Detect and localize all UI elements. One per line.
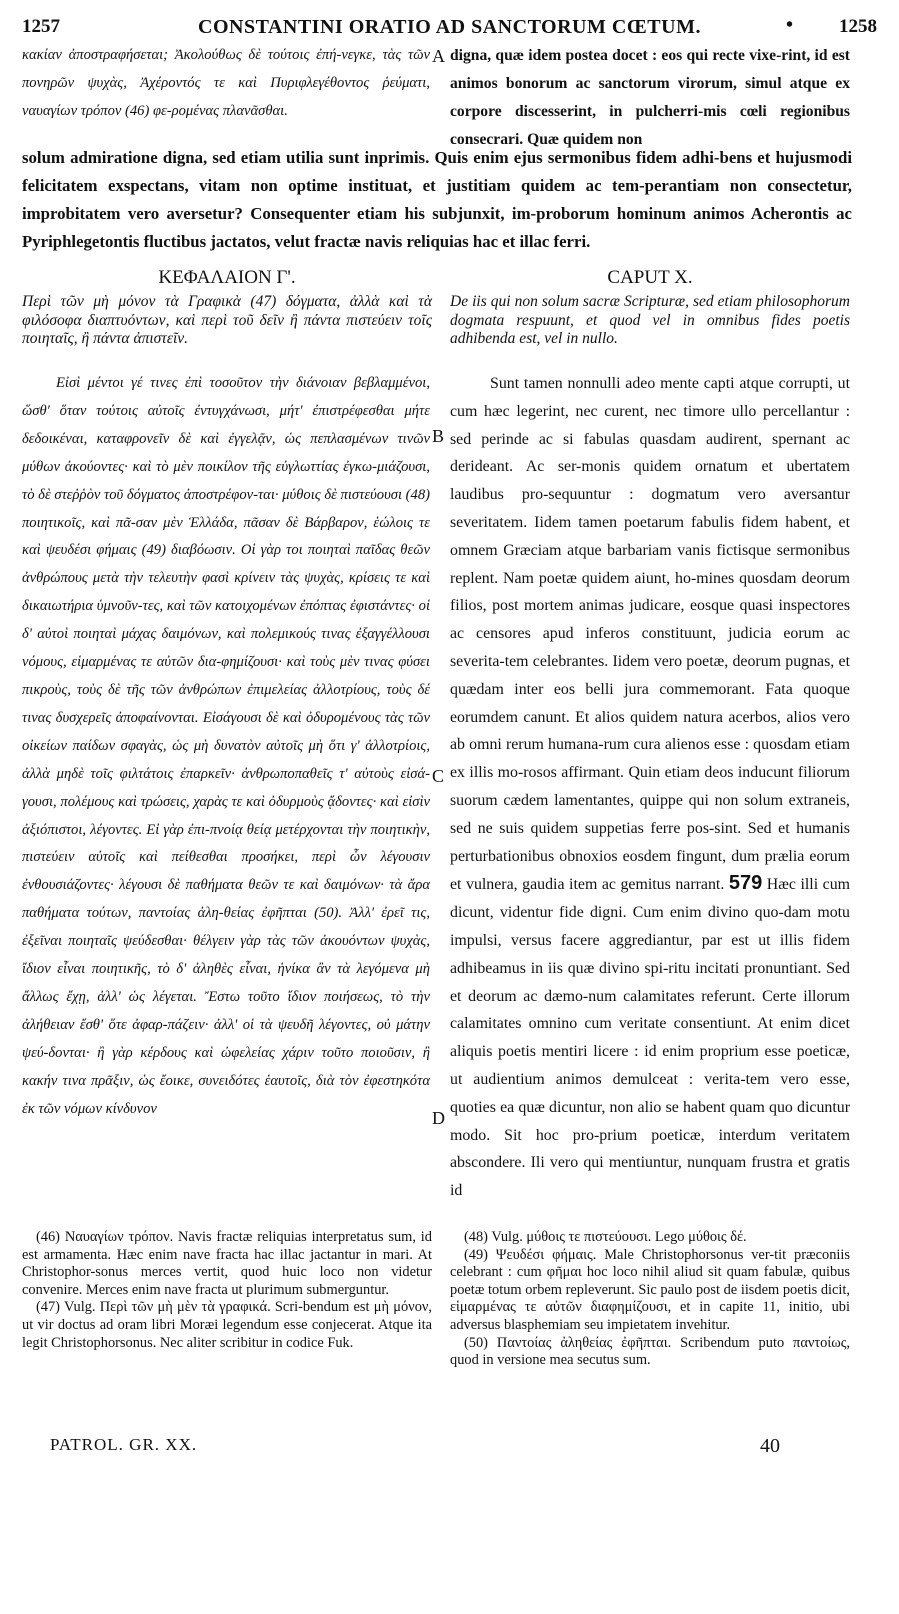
chapter-heading-latin: CAPUT X. (607, 267, 693, 288)
latin-body-part-2: Hæc illi cum dicunt, videntur fide digni. Cum enim divino quo-dam motu impulsi, versus facere aggrediantur, par est ut illis fidem adhibeamus in iis quæ divino spi-ritu incitati pronuntiant. Sed et deorum ac dæmo-num calamitates referunt. Certe illorum calamitates omnino cum veritate consentiunt. At enim dicet aliquis poetis mentiri licere : id enim proprium esse poeticæ, ut audientium animos demulceat : verita-tem vero esse, quoties ea quæ dicuntur, non alio se habent quam quo dicuntur modo. Sit hoc pro-prium poeticæ, interdum veritatem abscondere. Ili vero qui mentiuntur, nunquam frustra et gratis id (450, 876, 851, 1200)
running-header (22, 16, 877, 42)
footnotes-left (22, 1229, 432, 1352)
latin-full-width-passage: solum admiratione digna, sed etiam utilia sunt inprimis. Quis enim ejus sermonibus fidem adhi-bens et hujusmodi felicitatem exspectans, vitam non optime instituat, et justitiam quidem ac tem-perantiam non consectetur, improbitatem vero aversetur? Consequenter etiam his subjunxit, im-proborum hominum animos Acherontis ac Pyriphlegetontis fluctibus jactatos, velut fractæ navis reliquias hac et illac ferri. (22, 148, 852, 251)
footnote-46: (46) Ναυαγίων τρόπον. Navis fractæ reliquias interpretatus sum, id est armamenta. Hæc enim nave fracta hac illac jactantur in mari. At Christophor-sonus merces vertit, quod huic loco non videtur convenire. Merces enim nave fracta ut plurimum submerguntur. (22, 1229, 432, 1298)
latin-intro-right: digna, quæ idem postea docet : eos qui recte vixe-rint, id est animos bonorum ac sanctorum virorum, simul atque ex corpore discesserint, in pulcherri-mis cœli regionibus consecrari. Quæ quidem non (450, 47, 850, 148)
page-footer (0, 1435, 899, 1465)
signature-number: 40 (760, 1435, 780, 1457)
running-title: CONSTANTINI ORATIO AD SANCTORUM CŒTUM. (198, 16, 701, 38)
latin-column-body (450, 370, 850, 1205)
latin-body-part-1: Sunt tamen nonnulli adeo mente capti atque corrupti, ut cum hæc legerint, nec curent, nec timore ullo percellantur : sed perinde ac si fabulas quasdam audirent, spernant ac derideant. Ac ser-monis quidem ornatum et ubertatem laudibus pro-sequuntur : dogmatum vero aversantur severitatem. Iidem tamen poetarum fabulis fidem habent, et omnem Græciam atque barbariam vanis fictisque sermonibus replent. Nam poetæ quidem aiunt, ho-mines quosdam deorum filios, post mortem animas judicare, eosque quasi inspectores ac censores apud inferos constituunt, judicia eorum ac severita-tem celebrantes. Iidem vero poetæ, deorum pugnas, et quædam inter eos belli jura commemorant. Fata quoque eorumdem canunt. Et alios quidem natura acerbos, alios vero ab omni rerum humana-rum cura alienos esse : quosdam etiam ex illis mo-rosos affirmant. Quin etiam deos inducunt filiorum suorum cædem lamentantes, quippe qui non solum extraneis, sed ne suis quidem suppetias ferre pos-sint. Sed et humanis perturbationibus obnoxios eosdem fingunt, dum prælia eorum et vulnera, gaudia item ac gemitus narrant. (450, 375, 850, 894)
greek-column-body: Εἰσὶ μέντοι γέ τινες ἐπὶ τοσοῦτον τὴν διάνοιαν βεβλαμμένοι, ὥσθ' ὅταν τούτοις αὐτοῖς ἐντυγχάνωσι, μήτ' ἐπιστρέφεσθαι μήτε δεδοικέναι, καταφρονεῖν δὲ καὶ ἐγγελᾷν, ὡς πεπλασμένων τινῶν μύθων ἀκούοντες· καὶ τὸ μὲν ποικίλον τῆς εὐγλωττίας ἐγκω-μιάζουσι, τὸ δὲ στεῤῥὸν τοῦ δόγματος ἀποστρέφον-ται· μύθοις δὲ πιστεύουσι (48) ποιητικοῖς, καὶ πᾶ-σαν μὲν Ἑλλάδα, πᾶσαν δὲ Βάρβαρον, ἑώλοις τε καὶ ψευδέσι φήμαις (49) διαβόωσιν. Οἱ γὰρ τοι ποιηταὶ παῖδας θεῶν ἀνθρώπους μετὰ τὴν τελευτὴν φασὶ κρίνειν τὰς ψυχὰς, κρίσεις τε καὶ δικαιωτήρια ὑμνοῦν-τες, καὶ τῶν κατοιχομένων ἐπόπτας ἐφιστάντες· οἱ δ' αὐτοὶ ποιηταὶ μάχας δαιμόνων, καὶ πολεμικούς τινας ἐξαγγέλλουσι νόμους, εἱμαρμένας τε αὐτῶν δια-φημίζουσι· καὶ τοὺς μὲν τινας φύσει πικροὺς, τοὺς δὲ τῆς τῶν ἀνθρώπων ἐπιμελείας ἀλλοτρίους, τοὺς δέ τινας δυσχερεῖς ἀποφαίνονται. Εἰσάγουσι δὲ καὶ ὀδυρομένους τὰς τῶν οἰκείων παίδων σφαγὰς, ὡς μὴ δυνατὸν αὐτοῖς μὴ ὅτι γ' ἀλλοτρίοις, ἀλλὰ μηδὲ τοῖς φιλτάτοις ἐπαρκεῖν· ἀνθρωποπαθεῖς τ' αὐτοὺς εἰσά-γουσι, πολέμους καὶ τρώσεις, χαρὰς τε καὶ ὀδυρμοὺς ᾄδοντες· καὶ εἰσὶν ἀξιόπιστοι, λέγοντες. Εἰ γὰρ ἐπι-πνοίᾳ θείᾳ μετέρχονται τὴν ποιητικὴν, πιστεύειν αὐτοῖς καὶ πείθεσθαι προσήκει, περὶ ὧν λέγουσιν ἐνθουσιάζοντες· λέγουσι δὲ παθήματα θεῶν τε καὶ δαιμόνων· τὰ ἄρα παθήματα τούτων, παντοίας ἀλη-θείας ἐφῆπται (50). Ἀλλ' ἐρεῖ τις, ἐξεῖναι ποιηταῖς ψεύδεσθαι· θέλγειν γὰρ τὰς τῶν ἀκουόντων ψυχὰς, ἴδιον εἶναι ποιητικῆς, τὸ δ' ἀληθὲς εἶναι, ἡνίκα ἂν τὰ λεγόμενα μὴ ἄλλως ἔχῃ, ἀλλ' ὡς λέγεται. Ἔστω τοῦτο ἴδιον ποιήσεως, τὸ τὴν ἀλήθειαν ἔσθ' ὅτε ἀφαρ-πάζειν· ἀλλ' οἱ τὰ ψευδῆ λέγοντες, οὐ μάτην ψεύ-δονται· ἢ γὰρ κέρδους καὶ ὠφελείας χάριν τοῦτο ποιοῦσιν, ἢ κακήν τινα πρᾶξιν, ὡς ἔοικε, συνειδότες ἑαυτοῖς, διὰ τὸν ἐφεστηκότα ἐκ τῶν νόμων κίνδυνον (22, 375, 430, 1117)
column-number-marker: 579 (728, 872, 763, 895)
page-number-left: 1257 (22, 16, 60, 37)
greek-intro: κακίαν ἀποστραφήσεται; Ἀκολούθως δὲ τούτοις ἐπή-νεγκε, τὰς τῶν πονηρῶν ψυχὰς, Ἀχέροντός τε καὶ Πυριφλεγέθοντος ῥεύματι, ναυαγίων τρόπον (46) φε-ρομένας πλανᾶσθαι. (22, 47, 430, 119)
page-number-right: 1258 (839, 16, 877, 37)
chapter-subtitle-greek: Περὶ τῶν μὴ μόνον τὰ Γραφικὰ (47) δόγματα, ἀλλὰ καὶ τὰ φιλόσοφα διαπτυόντων, καὶ περὶ τοῦ δεῖν ἢ πάντα πιστεύειν τοῖς ποιηταῖς, ἢ πάντα ἀπιστεῖν. (22, 293, 432, 347)
margin-letter-c: C (432, 766, 445, 786)
margin-letter-a: A (432, 46, 445, 66)
footnote-49: (49) Ψευδέσι φήμαις. Male Christophorsonus ver-tit præconiis celebrant : cum φῆμαι hoc loco nihil aliud sit quam fabulæ, quibus poetæ totum orbem repleverunt. Sic paulo post de iisdem poetis dicit, εἱμαρμένας τε αὐτῶν διαφημίζουσι, et in capite 11, initio, ubi adversus blasphemiam seu impietatem invehitur. (450, 1246, 850, 1333)
footnote-47: (47) Vulg. Περὶ τῶν μὴ μὲν τὰ γραφικά. Scri-bendum est μὴ μόνον, ut vir doctus ad oram libri Moræi legendum esse conjecerat. Atque ita legit Christophorsonus. Nec aliter scribitur in codice Fuk. (22, 1299, 432, 1351)
margin-letter-b: B (432, 426, 445, 446)
margin-letter-d: D (432, 1108, 445, 1128)
footnote-50: (50) Παντοίας ἀληθείας ἐφῆπται. Scribendum puto παντοίως, quod in versione mea secutus sum. (450, 1334, 850, 1369)
chapter-heading-greek: ΚΕΦΑΛΑΙΟΝ Γ'. (158, 267, 296, 288)
patrologia-signature: PATROL. GR. XX. (50, 1435, 198, 1454)
footnote-48: (48) Vulg. μύθοις τε πιστεύουσι. Lego μύθοις δέ. (464, 1229, 747, 1245)
chapter-subtitle-latin: De iis qui non solum sacræ Scripturæ, sed etiam philosophorum dogmata respuunt, et quod vel in omnibus fides poetis adhibenda est, vel in nullo. (450, 293, 850, 347)
footnotes-right (450, 1229, 850, 1370)
header-dot: • (786, 14, 794, 36)
